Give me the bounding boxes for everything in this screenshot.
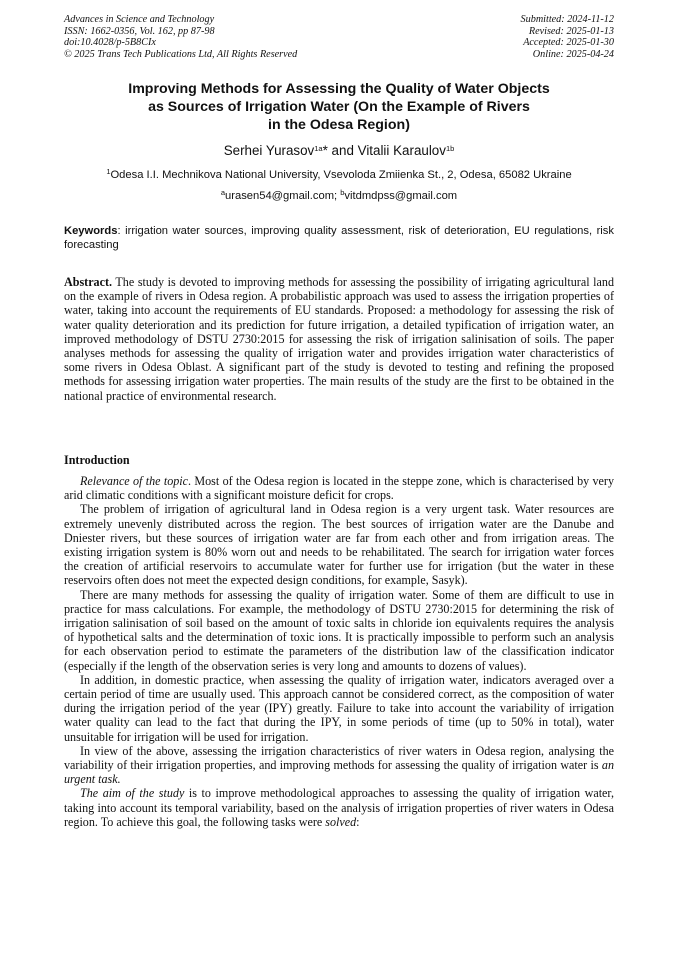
paragraph [64,786,614,829]
author-2-affil: 1b [445,144,455,153]
submission-dates [521,14,614,60]
email-b[interactable]: vitdmdpss@gmail.com [344,190,458,202]
journal-info [64,14,297,60]
paragraph [64,744,614,787]
paragraph: In addition, in domestic practice, when assessing the quality of irrigation water, indicators averaged over a certain period of time are usually used. This approach cannot be considered correct, as the composition of water during the irrigation period of the year (IPY) greatly. Failure to take into account the variability of irrigation water quality can lead to the fact that during the IPY, in some periods of time (up to 50% in total), water unsuitable for irrigation will be used for irrigation. [64,672,614,744]
abstract-text: The study is devoted to improving methods for assessing the possibility of irrigating agricultural land on the example of rivers in Odesa region. A probabilistic approach was used to assess the irrigation properties of water, taking into account the requirements of EU standards. Proposed: a methodology for assessing the risk of water quality deterioration and its prediction for future irrigation, a detailed typification of irrigation water, an improved methodology of DSTU 2730:2015 for assessing the risk of irrigation salinisation of soils. The paper analyses methods for assessing the quality of irrigation water and provides irrigation water characteristics of some rivers in Odesa Oblast. A significant part of the study is devoted to testing and refining the proposed methods for assessing irrigation water properties. The main results of the study are the first to be obtained in the national practice of environmental research. [64,275,614,403]
journal-issn: ISSN: 1662-0356, Vol. 162, pp 87-98 [64,25,215,37]
title-line-3: in the Odesa Region) [268,117,410,133]
author-2: Vitalii Karaulov [357,143,446,158]
solved-emphasis: solved [325,814,357,829]
affiliation-number: 1 [106,167,111,176]
abstract-block [64,275,614,403]
email-a[interactable]: urasen54@gmail.com [225,190,335,202]
accepted-date: Accepted: 2025-01-30 [523,37,614,49]
title-line-1: Improving Methods for Assessing the Quality of Water Objects [128,81,550,97]
paragraph: The problem of irrigation of agricultural land in Odesa region is a very urgent task. Water resources are extremely unevenly distributed across the region. The best sources of irrigation water are the Danube and Dniester rivers, but these sources of irrigation water are far from each other and from irrigation areas. The existing irrigation system is 80% worn out and needs to be rehabilitated. The search for irrigation water forces the creation of artificial reservoirs to accumulate water for further use for irrigation (but the water in these reservoirs often does not meet the expected design conditions, for example, Sasyk). [64,502,614,588]
aim-label: The aim of the study [80,786,185,801]
affiliation-text: Odesa I.I. Mechnikova National University, Vsevoloda Zmiienka St., 2, Odesa, 65082 Ukraine [110,169,572,181]
relevance-label: Relevance of the topic [80,474,189,488]
introduction-body [64,474,614,829]
affiliation [64,168,614,182]
journal-copyright: © 2025 Trans Tech Publications Ltd, All Rights Reserved [64,48,298,60]
section-heading-introduction: Introduction [64,453,130,467]
paragraph: There are many methods for assessing the quality of irrigation water. Some of them are difficult to use in practice for mass calculations. For example, the methodology of DSTU 2730:2015 for determining the risk of irrigation salinisation of soil based on the amount of toxic salts in chloride ion equivalents requires the analysis of hypothetical salts and the determination of toxic ions. It is practically impossible to perform such an analysis for each observation period to estimate the parameters of the distribution law of the classification indicator (especially if the length of the observation series is very long and amounts to dozens of values). [64,587,614,673]
email-b-mark: b [340,188,345,197]
keywords-text: : irrigation water sources, improving quality assessment, risk of deterioration, EU regulations, risk forecasting [64,225,614,251]
author-1-affil: 1a [314,144,323,153]
keywords-block [64,224,614,252]
revised-date: Revised: 2025-01-13 [528,25,614,37]
paragraph [64,474,614,502]
emails-line [64,189,614,203]
email-a-mark: a [220,188,226,197]
keywords-label: Keywords [64,225,118,237]
paragraph-text: is to improve methodological approaches to assessing the quality of irrigation water, taking into account its temporal variability, based on the analysis of irrigation properties of river waters in Odesa region. To achieve this goal, the following tasks were [64,786,614,829]
journal-doi: doi:10.4028/p-5B8CIx [64,37,156,49]
online-date: Online: 2025-04-24 [532,48,614,60]
email-separator: ; [334,190,341,202]
journal-name: Advances in Science and Technology [64,14,215,25]
paragraph-text: In view of the above, assessing the irrigation characteristics of river waters in Odesa region, analysing the variability of their irrigation properties, and improving methods for assessing the quality of irrigation water is [64,743,614,773]
authors-line [64,142,614,160]
corresponding-mark: * [322,143,328,158]
author-1: Serhei Yurasov [223,143,315,158]
paragraph-text: . Most of the Odesa region is located in the steppe zone, which is characterised by very arid climatic conditions with a significant moisture deficit for crops. [64,474,614,503]
paper-title [64,80,614,134]
urgent-task-emphasis: an urgent task. [64,758,614,787]
authors-and: and [327,143,358,158]
title-line-2: as Sources of Irrigation Water (On the Example of Rivers [148,99,530,115]
abstract-label: Abstract. [64,275,113,289]
paragraph-end: : [356,814,360,829]
submitted-date: Submitted: 2024-11-12 [520,14,614,25]
